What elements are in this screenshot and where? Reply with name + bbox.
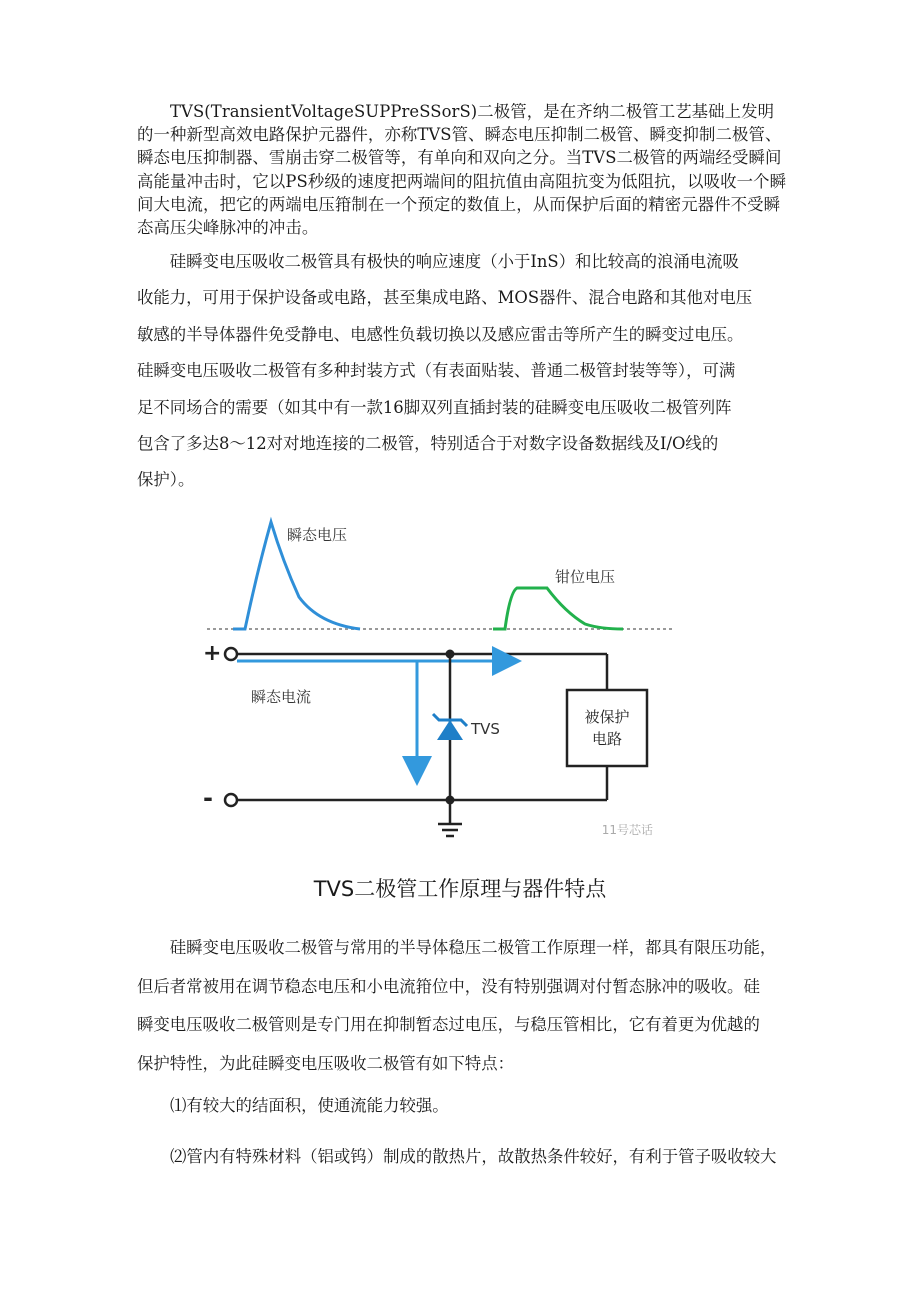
plus-terminal-label: + [203,641,222,666]
paragraph-line: 敏感的半导体器件免受静电、电感性负载切换以及感应雷击等所产生的瞬变过电压。 [137,324,744,344]
paragraph-line: 硅瞬变电压吸收二极管具有极快的响应速度（小于InS）和比较高的浪涌电流吸 [137,252,739,271]
tvs-label: TVS [471,720,500,738]
minus-terminal-label: - [203,784,213,812]
clamp-voltage-label: 钳位电压 [555,568,616,586]
transient-voltage-label: 瞬态电压 [287,526,348,544]
tvs-diode-icon [437,720,463,740]
paragraph-line: 收能力，可用于保护设备或电路，甚至集成电路、MOS器件、混合电路和其他对电压 [137,288,753,308]
paragraph-response-speed [137,244,787,499]
section-heading: TVS二极管工作原理与器件特点 [313,877,607,901]
paragraph-line: 但后者常被用在调节稳态电压和小电流箝位中，没有特别强调对付暂态脉冲的吸收。硅 [137,976,760,996]
paragraph-comparison [137,929,787,1083]
paragraph-line: 足不同场合的需要（如其中有一款16脚双列直插封装的硅瞬变电压吸收二极管列阵 [137,397,732,417]
paragraph-line: 保护）。 [137,470,195,490]
paragraph-line: 保护特性，为此硅瞬变电压吸收二极管有如下特点： [137,1053,514,1073]
plus-terminal [225,648,237,660]
protected-circuit-box [567,690,647,766]
clamp-voltage-curve [493,588,623,629]
paragraph-line: 包含了多达8～12对对地连接的二极管，特别适合于对数字设备数据线及I/O线的 [137,434,719,454]
feature-item-2: ⑵管内有特殊材料（铝或钨）制成的散热片，故散热条件较好，有利于管子吸收较大 [170,1147,777,1166]
paragraph-line: 硅瞬变电压吸收二极管有多种封装方式（有表面贴装、普通二极管封装等等），可满 [137,361,736,381]
protected-circuit-label-line2: 电路 [591,730,623,748]
minus-terminal [225,794,237,806]
protected-circuit-label-line1: 被保护 [584,708,630,726]
watermark-text: 11号芯话 [601,823,653,837]
ground-icon [438,824,462,836]
feature-item-1: ⑴有较大的结面积，使通流能力较强。 [170,1096,449,1115]
intro-paragraph: TVS(TransientVoltageSUPPreSSorS)二极管，是在齐纳二极管工艺基础上发明的一种新型高效电路保护元器件，亦称TVS管、瞬态电压抑制二极管、瞬变抑制二极管、瞬态电压抑制器、雪崩击穿二极管等，有单向和双向之分。当TVS二极管的两端经受瞬间高能量冲击时，它以PS秒级的速度把两端间的阻抗值由高阻抗变为低阻抗，以吸收一个瞬间大电流，把它的两端电压箝制在一个预定的数值上，从而保护后面的精密元器件不受瞬态高压尖峰脉冲的冲击。 [137,102,787,238]
paragraph-line: 硅瞬变电压吸收二极管与常用的半导体稳压二极管工作原理一样，都具有限压功能， [137,938,777,957]
tvs-circuit-diagram [195,512,680,850]
transient-current-label: 瞬态电流 [251,688,312,706]
paragraph-line: 瞬变电压吸收二极管则是专门用在抑制暂态过电压，与稳压管相比，它有着更为优越的 [137,1015,760,1034]
